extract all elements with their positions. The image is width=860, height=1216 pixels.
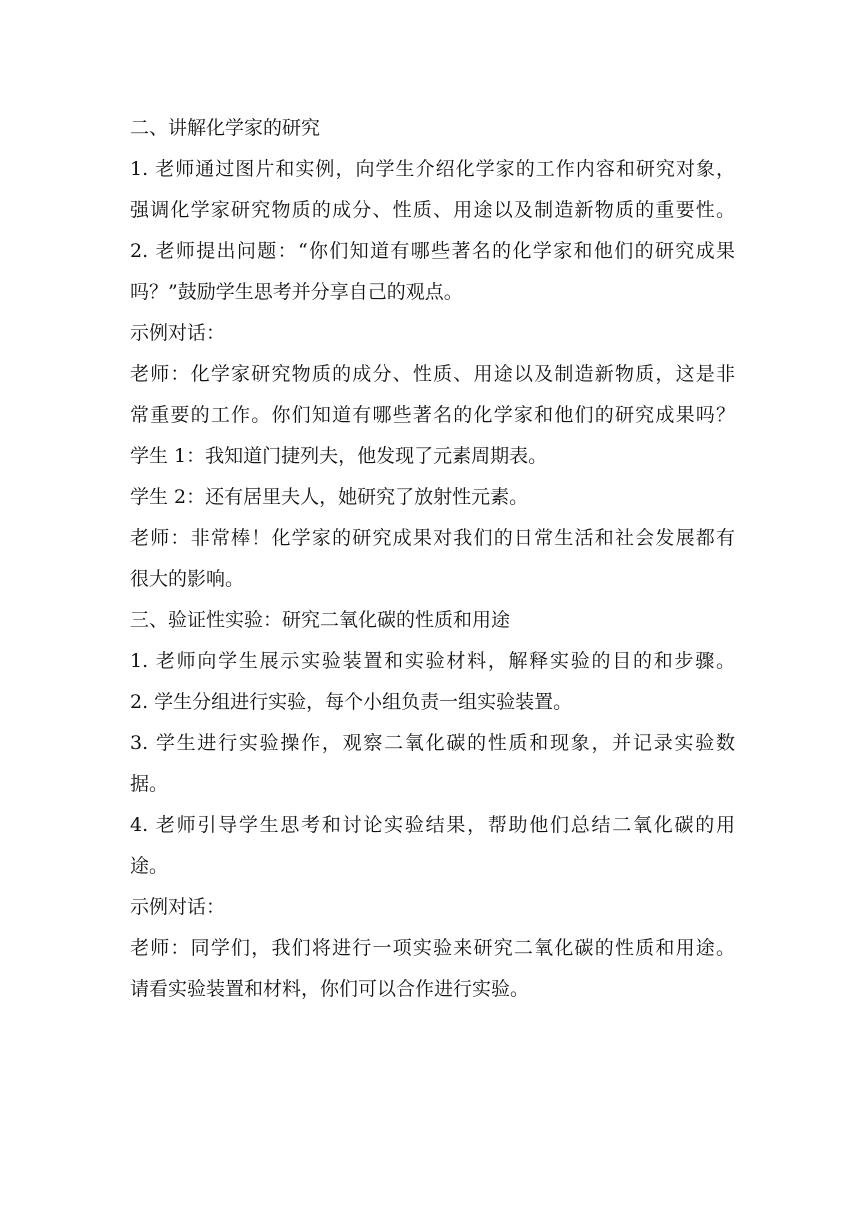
dialogue-heading: 示例对话： [130,896,226,918]
paragraph-line: 2. 学生分组进行实验，每个小组负责一组实验装置。 [130,691,573,713]
dialogue-line: 老师：同学们，我们将进行一项实验来研究二氧化碳的性质和用途。 [130,937,735,959]
dialogue-line: 学生 2：还有居里夫人，她研究了放射性元素。 [130,486,529,508]
dialogue-line: 学生 1：我知道门捷列夫，他发现了元素周期表。 [130,445,548,467]
document-page [130,108,735,1010]
paragraph-line: 途。 [130,855,169,877]
dialogue-line: 老师：化学家研究物质的成分、性质、用途以及制造新物质，这是非 [130,363,735,385]
dialogue-line: 很大的影响。 [130,568,245,590]
paragraph-line: 据。 [130,773,169,795]
dialogue-line: 请看实验装置和材料，你们可以合作进行实验。 [130,978,530,1000]
paragraph-line: 强调化学家研究物质的成分、性质、用途以及制造新物质的重要性。 [130,199,735,221]
paragraph-line: 1. 老师通过图片和实例，向学生介绍化学家的工作内容和研究对象， [130,158,735,180]
section-heading-co2-experiment: 三、验证性实验：研究二氧化碳的性质和用途 [130,609,511,631]
dialogue-line: 常重要的工作。你们知道有哪些著名的化学家和他们的研究成果吗？ [130,404,735,426]
paragraph-line: 4. 老师引导学生思考和讨论实验结果，帮助他们总结二氧化碳的用 [130,814,735,836]
dialogue-heading: 示例对话： [130,322,226,344]
paragraph-line: 吗？”鼓励学生思考并分享自己的观点。 [130,281,463,303]
paragraph-line: 2. 老师提出问题：“你们知道有哪些著名的化学家和他们的研究成果 [130,240,735,262]
paragraph-line: 3. 学生进行实验操作，观察二氧化碳的性质和现象，并记录实验数 [130,732,735,754]
dialogue-line: 老师：非常棒！化学家的研究成果对我们的日常生活和社会发展都有 [130,527,735,549]
paragraph-line: 1. 老师向学生展示实验装置和实验材料，解释实验的目的和步骤。 [130,650,735,672]
section-heading-chemist-research: 二、讲解化学家的研究 [130,117,321,139]
